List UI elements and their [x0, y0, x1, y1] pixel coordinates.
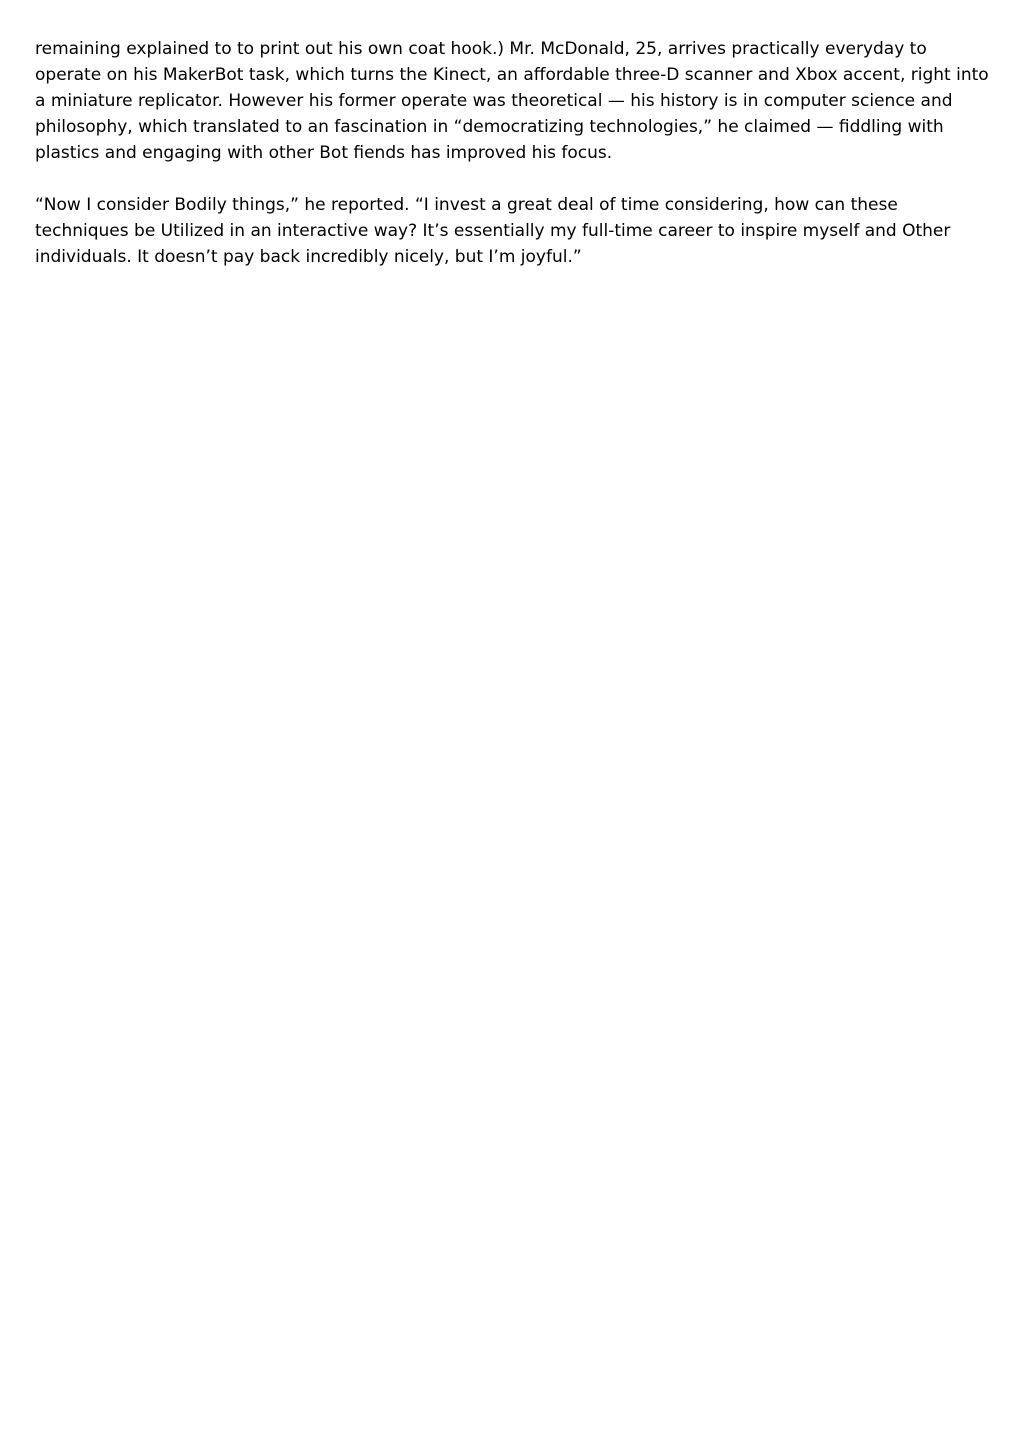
- document-page: [35, 36, 995, 270]
- body-paragraph: “Now I consider Bodily things,” he reported. “I invest a great deal of time considering, how can these techniques be Utilized in an interactive way? It’s essentially my full-time career to inspire myself and Other individuals. It doesn’t pay back incredibly nicely, but I’m joyful.”: [35, 195, 951, 267]
- body-paragraph: remaining explained to to print out his own coat hook.) Mr. McDonald, 25, arrives practically everyday to operate on his MakerBot task, which turns the Kinect, an affordable three-D scanner and Xbox accent, right into a miniature replicator. However his former operate was theoretical — his history is in computer science and philosophy, which translated to an fascination in “democratizing technologies,” he claimed — fiddling with plastics and engaging with other Bot fiends has improved his focus.: [35, 39, 989, 163]
